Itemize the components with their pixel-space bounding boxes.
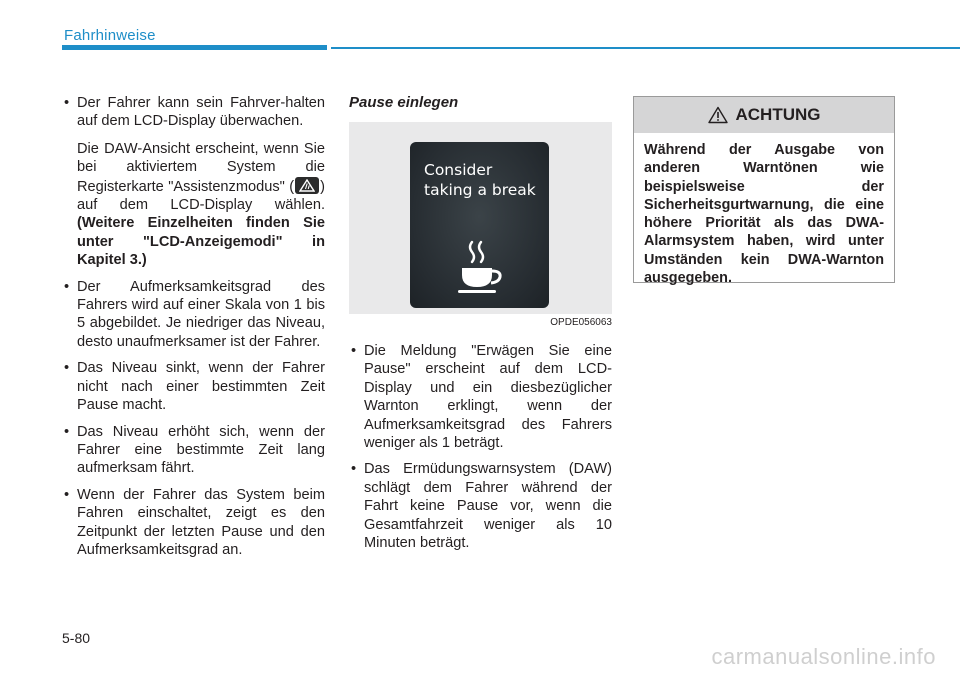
screen-message — [424, 160, 544, 200]
warning-title: ACHTUNG — [735, 105, 821, 124]
list-item: • Das Niveau sinkt, wenn der Fahrer nicht nach einer bestimmten Zeit Pause macht. — [62, 359, 325, 414]
watermark: carmanualsonline.info — [711, 644, 936, 669]
list-item: • Wenn der Fahrer das System beim Fahren einschaltet, zeigt es den Zeitpunkt der letzten Pause und den Aufmerksamkeitsgrad an. — [62, 486, 325, 560]
list-item — [62, 94, 325, 270]
middle-bullet-list — [349, 342, 612, 552]
screen-line: taking a break — [424, 181, 536, 199]
list-item: • Die Meldung "Erwägen Sie eine Pause" erscheint auf dem LCD-Display und ein diesbezüglicher Warnton erklingt, wenn der Aufmerksamkeitsgrad des Fahrers weniger als 1 beträgt. — [349, 342, 612, 452]
list-item: • Der Aufmerksamkeitsgrad des Fahrers wird auf einer Skala von 1 bis 5 abgebildet. Je niedriger das Niveau, desto unaufmerksamer ist der Fahrer. — [62, 278, 325, 352]
list-item: • Das Niveau erhöht sich, wenn der Fahrer eine bestimmte Zeit lang aufmerksam fährt. — [62, 423, 325, 478]
subheading: Pause einlegen — [349, 94, 459, 111]
header-rule-thick — [62, 45, 327, 50]
screen-line: Consider — [424, 161, 493, 179]
figure-code: OPDE056063 — [550, 317, 612, 328]
left-bullet-list — [62, 94, 325, 559]
assist-mode-icon — [295, 177, 319, 194]
warning-triangle-icon — [708, 106, 728, 124]
list-item: • Das Ermüdungswarnsystem (DAW) schlägt dem Fahrer während der Fahrt keine Pause vor, wenn die Gesamtfahrzeit weniger als 10 Minuten beträgt. — [349, 460, 612, 552]
lcd-screen — [410, 142, 549, 308]
left-column — [62, 94, 325, 567]
warning-text: Während der Ausgabe von anderen Warntönen wie beispielsweise der Sicherheitsgurtwarnung, die eine höhere Priorität als das DWA-Alarmsystem haben, wird unter Umständen kein DWA-Warnton ausgegeben. — [644, 142, 884, 287]
coffee-cup-icon — [456, 238, 506, 296]
bullet-text: • Der Fahrer kann sein Fahrver-halten auf dem LCD-Display überwachen. — [77, 95, 325, 130]
warning-box — [633, 96, 895, 287]
section-title: Fahrhinweise — [64, 27, 156, 44]
paragraph-text: ) auf dem LCD-Display wählen. — [77, 178, 325, 214]
header-rule-thin — [331, 47, 960, 49]
warning-header — [634, 97, 894, 133]
page-number: 5-80 — [62, 630, 91, 646]
paragraph-text: Die DAW-Ansicht erscheint, wenn Sie bei aktiviertem System die Registerkarte "Assistenzmodus" ( — [77, 140, 325, 195]
reference-text: (Weitere Einzelheiten finden Sie unter "LCD-Anzeigemodi" in Kapitel 3.) — [77, 215, 325, 269]
bullet-paragraph — [77, 140, 325, 270]
lcd-figure — [349, 122, 612, 328]
